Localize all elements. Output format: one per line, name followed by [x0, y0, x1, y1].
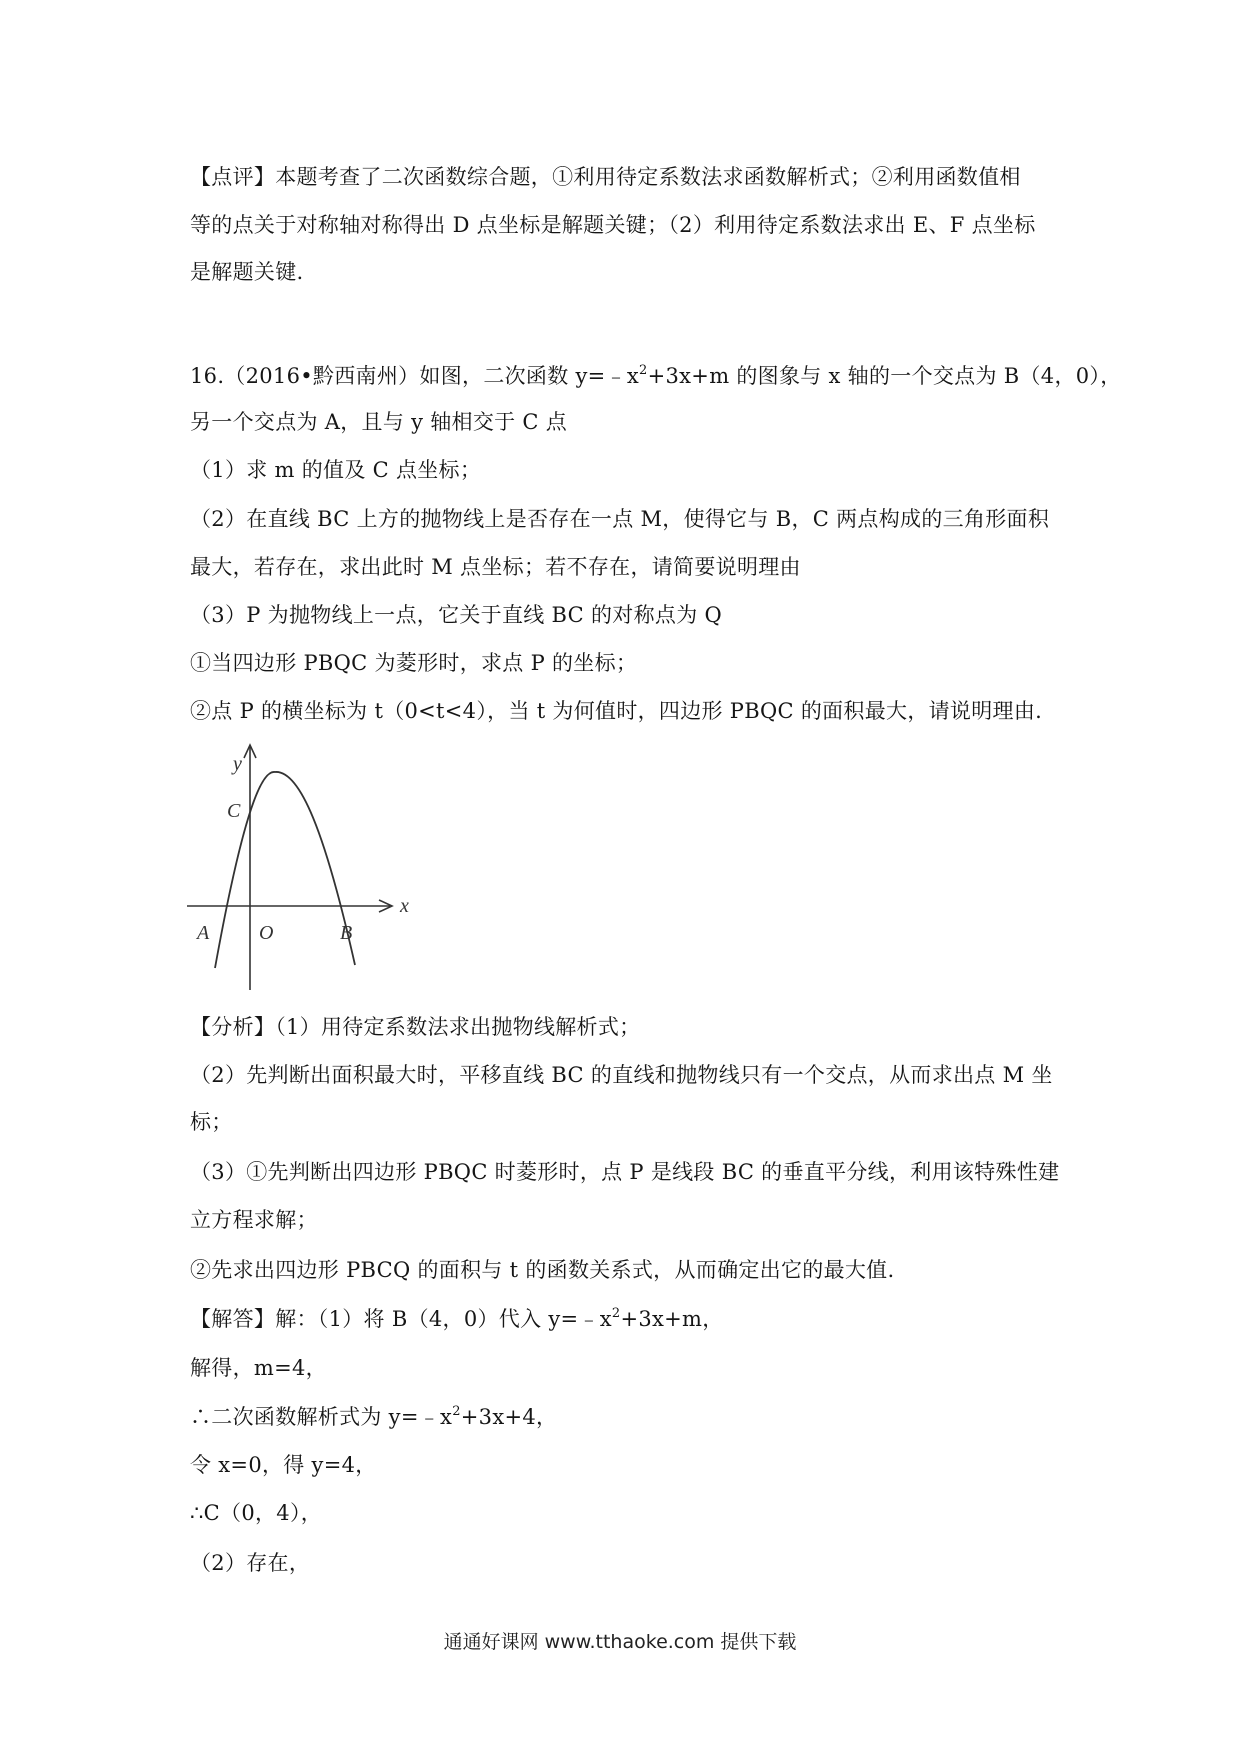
parabola-figure — [185, 742, 415, 992]
analysis-line-4: （3）①先判断出四边形 PBQC 时菱形时，点 P 是线段 BC 的垂直平分线，利用该特殊性建 — [190, 1160, 1060, 1184]
label-a: A — [197, 922, 210, 944]
solution-line-1: 【解答】解：（1）将 B（4，0）代入 $y=﹣x^2+3x+m$， — [190, 1306, 724, 1331]
review-line-1: 【点评】本题考查了二次函数综合题，①利用待定系数法求函数解析式；②利用函数值相 — [190, 165, 1021, 189]
question-2-line-2: 最大，若存在，求出此时 M 点坐标；若不存在，请简要说明理由 — [190, 555, 801, 579]
question-3-part-1: ①当四边形 PBQC 为菱形时，求点 P 的坐标； — [190, 651, 638, 675]
analysis-line-1: 【分析】（1）用待定系数法求出抛物线解析式； — [190, 1015, 641, 1039]
label-y: y — [233, 753, 242, 775]
problem-stem-line-1: 16.（2016•黔西南州）如图，二次函数 $y=﹣x^2+3x+m$ 的图象与 x 轴的一个交点为 B（4，0）， — [190, 363, 1122, 388]
problem-stem-line-2: 另一个交点为 A，且与 y 轴相交于 C 点 — [190, 410, 568, 434]
question-1: （1）求 m 的值及 C 点坐标； — [190, 458, 482, 482]
label-b: B — [340, 922, 353, 944]
label-o: O — [259, 922, 274, 944]
review-line-2: 等的点关于对称轴对称得出 D 点坐标是解题关键；（2）利用待定系数法求出 E、F 点坐标 — [190, 213, 1036, 237]
analysis-line-3: 标； — [190, 1110, 233, 1134]
solution-line-6: （2）存在， — [190, 1551, 311, 1575]
label-x: x — [400, 895, 409, 917]
solution-line-5: ∴C（0，4）， — [190, 1501, 323, 1525]
question-2-line-1: （2）在直线 BC 上方的抛物线上是否存在一点 M，使得它与 B，C 两点构成的三角形面积 — [190, 507, 1050, 531]
solution-line-2: 解得，m=4， — [190, 1356, 327, 1380]
solution-line-4: 令 x=0，得 y=4， — [190, 1453, 377, 1477]
analysis-line-6: ②先求出四边形 PBCQ 的面积与 t 的函数关系式，从而确定出它的最大值. — [190, 1258, 895, 1282]
label-c: C — [227, 800, 241, 822]
page-footer: 通通好课网 www.tthaoke.com 提供下载 — [443, 1631, 797, 1653]
analysis-line-2: （2）先判断出面积最大时，平移直线 BC 的直线和抛物线只有一个交点，从而求出点 M 坐 — [190, 1063, 1053, 1087]
question-3-part-2: ②点 P 的横坐标为 t（0<t<4），当 t 为何值时，四边形 PBQC 的面积最大，请说明理由. — [190, 699, 1043, 723]
review-line-3: 是解题关键. — [190, 260, 304, 284]
analysis-line-5: 立方程求解； — [190, 1208, 318, 1232]
question-3: （3）P 为抛物线上一点，它关于直线 BC 的对称点为 Q — [190, 603, 722, 627]
solution-line-3: ∴二次函数解析式为 $y=﹣x^2+3x+4$， — [190, 1404, 558, 1429]
